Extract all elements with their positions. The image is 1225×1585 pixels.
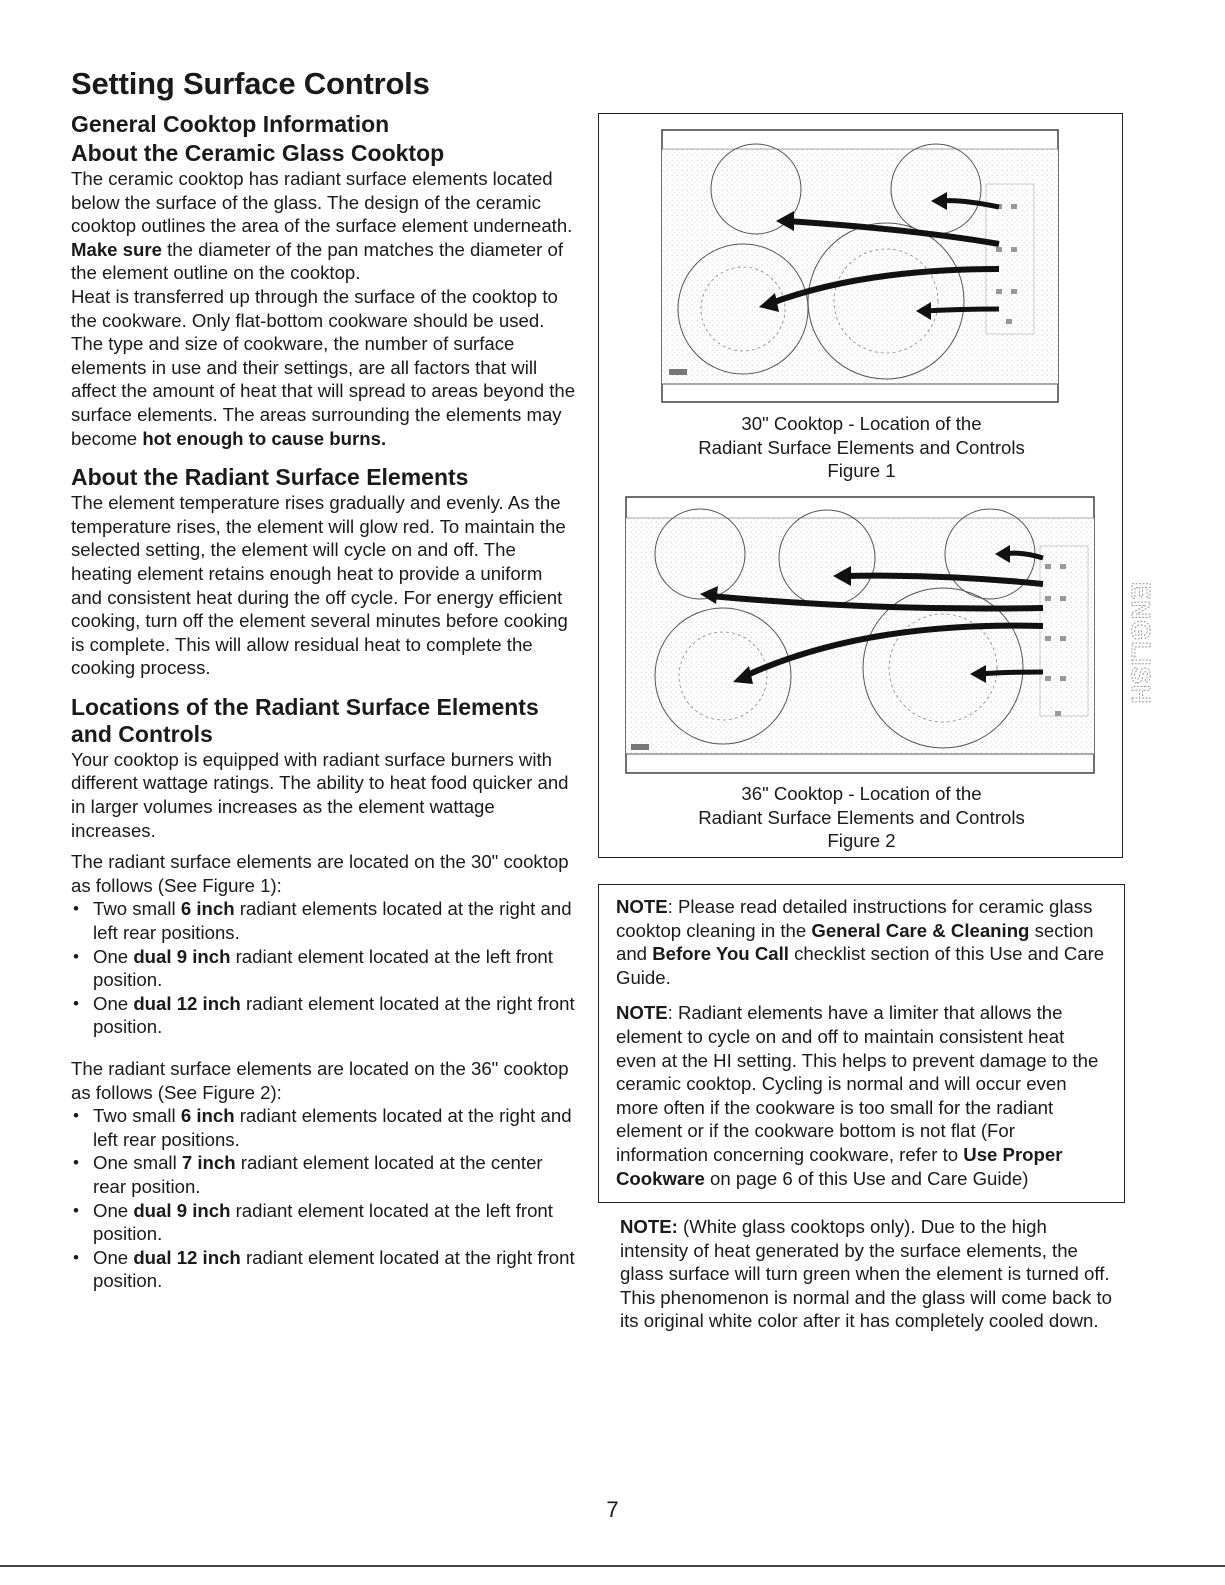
figures-box	[598, 113, 1123, 858]
notes-box	[598, 884, 1125, 1203]
cooktop-30-illustration	[661, 129, 1059, 403]
locations-paragraph-1: Your cooktop is equipped with radiant surface burners with different wattage ratings. The ability to heat food quicker and in larger volumes increases as the element wattage increases.	[71, 748, 569, 841]
list-item: • One dual 12 inch radiant element located at the right front position.	[71, 992, 576, 1039]
note-cleaning: NOTE: Please read detailed instructions for ceramic glass cooktop cleaning in the General Care & Cleaning section and Before You Call checklist section of this Use and Care Guide.	[616, 896, 1105, 988]
locations-paragraph-36: The radiant surface elements are located on the 36" cooktop as follows (See Figure 2):	[71, 1058, 569, 1103]
note-white-glass: NOTE: (White glass cooktops only). Due to the high intensity of heat generated by the surface elements, the glass surface will turn green when the element is turned off. This phenomenon is normal and the glass will come back to its original white color after it has completely cooled down.	[620, 1216, 1112, 1332]
page-title: Setting Surface Controls	[71, 66, 430, 101]
locations-paragraph-30: The radiant surface elements are located on the 30" cooktop as follows (See Figure 1):	[71, 851, 569, 896]
list-item: • One dual 9 inch radiant element located at the left front position.	[71, 1199, 576, 1246]
list-36-inch	[71, 1104, 576, 1293]
list-item: • One dual 9 inch radiant element located at the left front position.	[71, 945, 576, 992]
left-column	[71, 110, 576, 1293]
subheading-locations: Locations of the Radiant Surface Elements and Controls	[71, 693, 539, 747]
section-heading-general: General Cooktop Information	[71, 111, 390, 137]
page-number: 7	[606, 1497, 619, 1522]
ceramic-paragraph-2: Heat is transferred up through the surface of the cooktop to the cookware. Only flat-bottom cookware should be used. The type and size of cookware, the number of surface elements in use and their settings, are all factors that will affect the amount of heat that will spread to areas beyond the surface elements. The areas surrounding the elements may become hot enough to cause burns.	[71, 285, 576, 449]
radiant-paragraph: The element temperature rises gradually and evenly. As the temperature rises, the element will glow red. To maintain the selected setting, the element will cycle on and off. The heating element retains enough heat to provide a uniform and consistent heat during the off cycle. For energy efficient cooking, turn off the element several minutes before cooking is complete. This will allow residual heat to complete the cooking process.	[71, 492, 568, 679]
list-item: • One small 7 inch radiant element located at the center rear position.	[71, 1151, 576, 1198]
bottom-divider	[0, 1565, 1225, 1567]
cooktop-36-illustration	[625, 496, 1095, 774]
language-side-tab	[1126, 578, 1156, 728]
list-item: • One dual 12 inch radiant element located at the right front position.	[71, 1246, 576, 1293]
list-30-inch	[71, 897, 576, 1039]
subheading-radiant-elements: About the Radiant Surface Elements	[71, 464, 469, 491]
list-item: • Two small 6 inch radiant elements located at the right and left rear positions.	[71, 1104, 576, 1151]
subheading-ceramic-glass: About the Ceramic Glass Cooktop	[71, 140, 445, 166]
ceramic-paragraph-1: The ceramic cooktop has radiant surface elements located below the surface of the glass. The design of the ceramic cooktop outlines the area of the surface element underneath. Make sure the diameter of the pan matches the diameter of the element outline on the cooktop.	[71, 168, 573, 284]
list-item: • Two small 6 inch radiant elements located at the right and left rear positions.	[71, 897, 576, 944]
figure-2-caption: 36" Cooktop - Location of the Radiant Surface Elements and Controls Figure 2	[698, 783, 1025, 852]
note-limiter: NOTE: Radiant elements have a limiter that allows the element to cycle on and off to maintain consistent heat even at the HI setting. This helps to prevent damage to the ceramic cooktop. Cycling is normal and will occur even more often if the cookware is too small for the radiant element or if the cookware bottom is not flat (For information concerning cookware, refer to Use Proper Cookware on page 6 of this Use and Care Guide)	[616, 1002, 1099, 1189]
figure-1-caption: 30" Cooktop - Location of the Radiant Surface Elements and Controls Figure 1	[698, 413, 1025, 482]
side-tab-label: ENGLISH	[1126, 582, 1156, 705]
